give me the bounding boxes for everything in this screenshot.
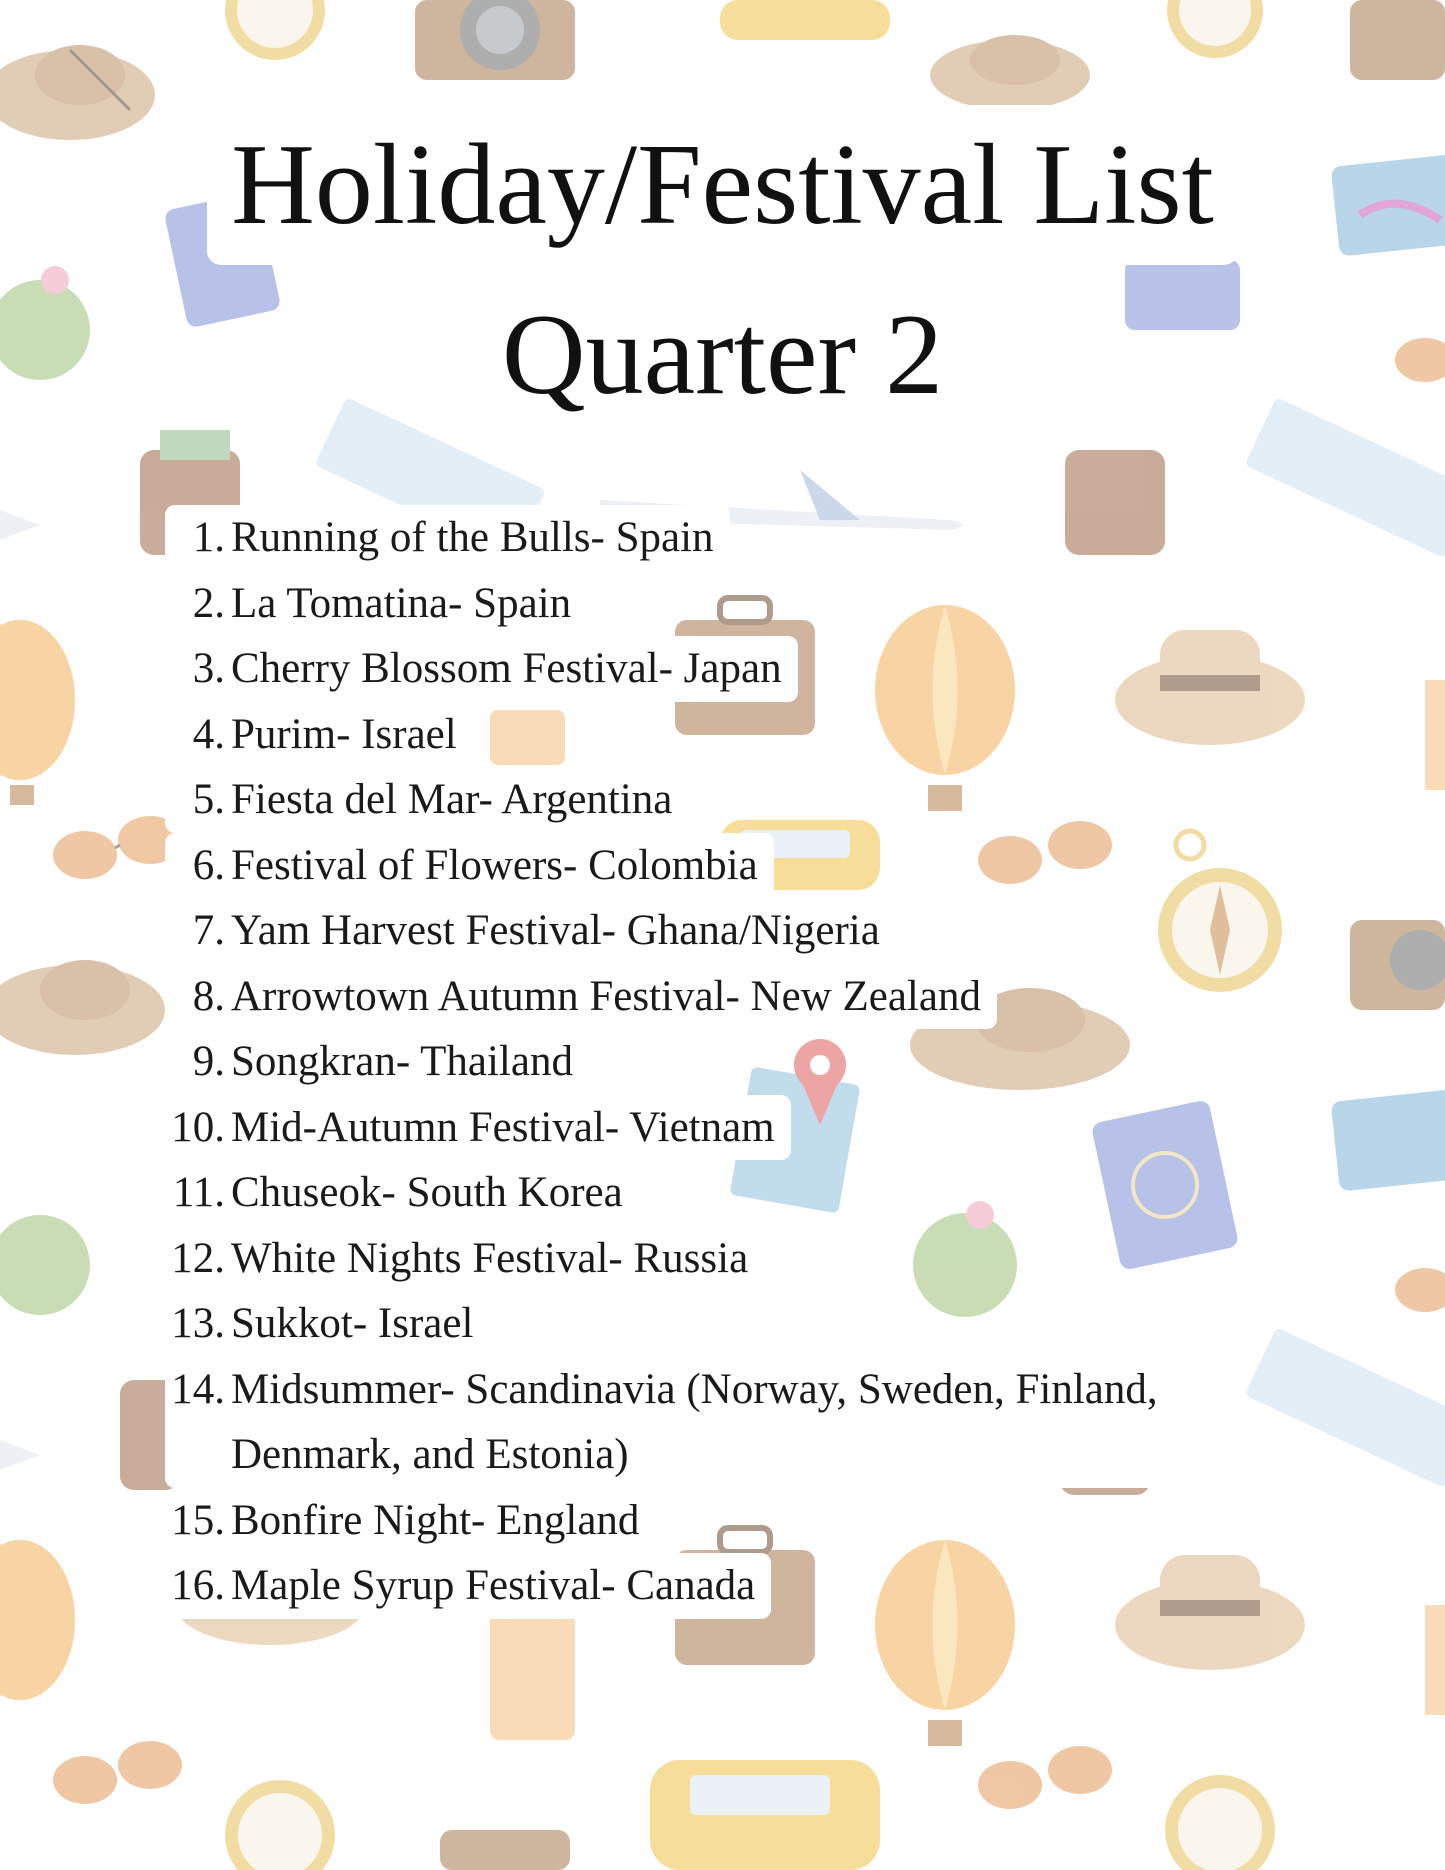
- camera-icon: [1350, 920, 1445, 1010]
- page-subtitle: Quarter 2: [478, 275, 967, 435]
- plane-ticket-icon: [1245, 1327, 1445, 1488]
- van-icon: [720, 0, 890, 40]
- list-item-number: 10.: [171, 1103, 225, 1151]
- list-item-number: 2.: [192, 579, 225, 627]
- sunglasses-icon: [53, 816, 182, 879]
- list-item-number: 4.: [192, 710, 225, 758]
- sunglasses-icon: [978, 1746, 1112, 1809]
- compass-icon: [1165, 1775, 1275, 1870]
- list-item: [165, 1357, 1195, 1488]
- hot-air-balloon-icon: [0, 620, 75, 805]
- sunglasses-icon: [1395, 1268, 1445, 1312]
- coconut-drink-icon: [0, 1215, 90, 1315]
- list-item-text: La Tomatina- Spain: [231, 579, 572, 627]
- list-item: [165, 833, 1195, 899]
- list-item: [165, 1160, 1195, 1226]
- credit-card-icon: [1331, 1088, 1445, 1191]
- hat-icon: [0, 960, 165, 1055]
- camera-icon: [440, 1830, 570, 1870]
- airplane-icon: [0, 510, 40, 540]
- list-item-number: 16.: [171, 1562, 225, 1609]
- list-item: [165, 898, 1195, 964]
- list-item: [165, 1291, 1195, 1357]
- list-item-text: Sukkot- Israel: [231, 1300, 474, 1347]
- list-item: [165, 702, 1195, 768]
- list-item-text: Yam Harvest Festival- Ghana/Nigeria: [231, 907, 880, 954]
- list-item: [165, 1029, 1195, 1095]
- list-item-number: 3.: [192, 645, 225, 692]
- list-item-number: 7.: [192, 907, 225, 954]
- list-item-number: 5.: [192, 776, 225, 823]
- title-block: [0, 105, 1445, 445]
- festival-list: [165, 505, 1195, 1619]
- list-item-number: 1.: [192, 514, 225, 561]
- list-item-text: Mid-Autumn Festival- Vietnam: [231, 1103, 775, 1151]
- list-item-text: Midsummer- Scandinavia (Norway, Sweden, Finland, Denmark, and Estonia): [231, 1365, 1158, 1478]
- list-item: [165, 1553, 1195, 1619]
- list-item: [165, 1226, 1195, 1292]
- list-item-number: 8.: [192, 972, 225, 1020]
- list-item-text: Maple Syrup Festival- Canada: [231, 1562, 756, 1609]
- van-icon: [650, 1760, 880, 1870]
- list-item: [165, 767, 1195, 833]
- list-item-number: 13.: [171, 1300, 225, 1347]
- list-item-text: Chuseok- South Korea: [231, 1169, 623, 1216]
- list-item-number: 14.: [171, 1365, 225, 1413]
- list-item: [165, 964, 1195, 1030]
- camera-icon: [1350, 0, 1445, 80]
- list-item-number: 9.: [192, 1038, 225, 1085]
- list-item: [165, 1095, 1195, 1161]
- list-item: [165, 1488, 1195, 1554]
- list-item-text: Running of the Bulls- Spain: [231, 514, 714, 561]
- list-item-text: Arrowtown Autumn Festival- New Zealand: [231, 972, 981, 1020]
- list-item-text: White Nights Festival- Russia: [231, 1234, 749, 1282]
- list-item-text: Festival of Flowers- Colombia: [231, 841, 758, 889]
- list-item-text: Bonfire Night- England: [231, 1496, 640, 1544]
- juice-glass-icon: [490, 1610, 575, 1740]
- compass-icon: [225, 1780, 335, 1870]
- hot-air-balloon-icon: [0, 1540, 75, 1700]
- page-title: Holiday/Festival List: [207, 105, 1238, 265]
- list-item: [165, 636, 1195, 702]
- list-item-number: 15.: [171, 1496, 225, 1544]
- sunglasses-icon: [53, 1741, 182, 1804]
- list-item-number: 12.: [171, 1234, 225, 1282]
- list-item: [165, 505, 1195, 571]
- list-item-text: Purim- Israel: [231, 710, 457, 758]
- list-item-number: 11.: [172, 1169, 225, 1216]
- hat-icon: [930, 35, 1090, 110]
- camera-icon: [415, 0, 575, 80]
- list-item: [165, 571, 1195, 637]
- list-item-text: Songkran- Thailand: [231, 1038, 573, 1085]
- compass-icon: [1167, 0, 1263, 58]
- juice-glass-icon: [1425, 1605, 1445, 1715]
- list-item-number: 6.: [192, 841, 225, 889]
- list-item-text: Fiesta del Mar- Argentina: [231, 776, 673, 823]
- juice-glass-icon: [1425, 680, 1445, 790]
- list-item-text: Cherry Blossom Festival- Japan: [231, 645, 782, 692]
- compass-icon: [225, 0, 325, 60]
- airplane-icon: [0, 1440, 40, 1470]
